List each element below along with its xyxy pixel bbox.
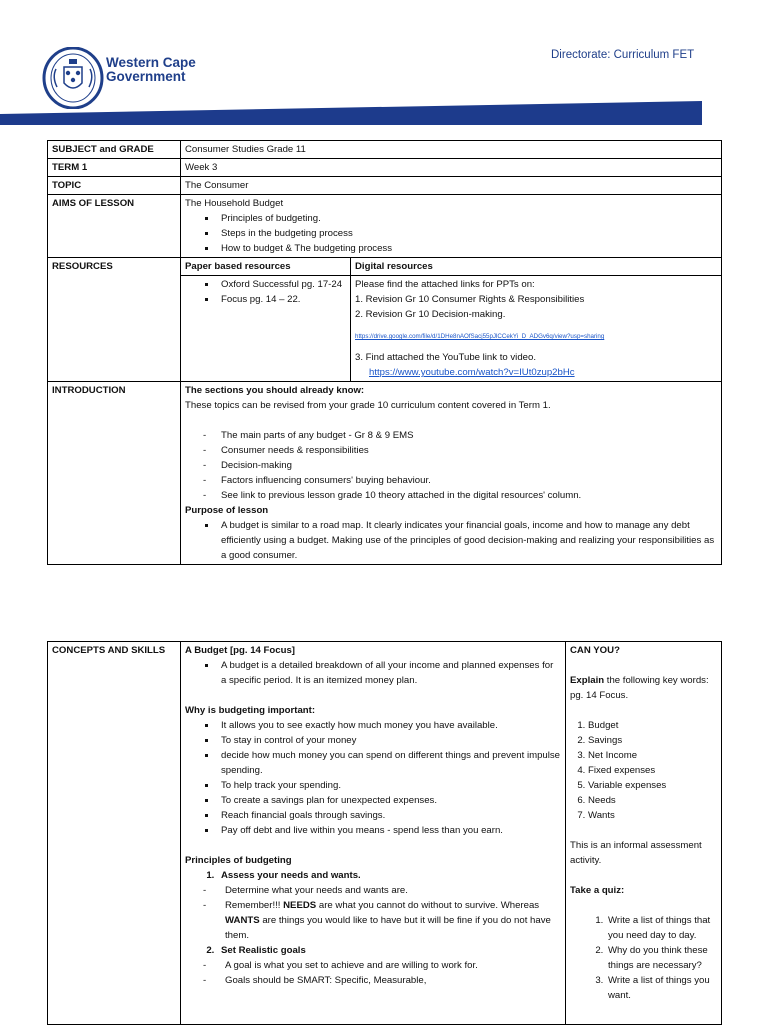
intro-list xyxy=(185,428,717,503)
youtube-link[interactable]: https://www.youtube.com/watch?v=IUt0zup2bHc xyxy=(369,367,575,378)
aims-cell xyxy=(181,195,722,258)
intro-cell xyxy=(181,382,722,565)
topic-label: TOPIC xyxy=(48,177,181,195)
principle-item xyxy=(217,868,561,943)
list-item: - Goals should be SMART: Specific, Measurable, xyxy=(221,973,561,988)
list-item: ▪ Reach financial goals through savings. xyxy=(217,808,561,823)
list-item: 3. Write a list of things you want. xyxy=(606,973,717,1003)
list-item: ▪ Principles of budgeting. xyxy=(217,211,717,226)
key-words-list xyxy=(570,718,717,823)
concepts-row xyxy=(48,642,722,1025)
term-row xyxy=(48,159,722,177)
principles-list xyxy=(185,868,561,988)
list-item: ▪ Focus pg. 14 – 22. xyxy=(217,292,346,307)
principle-1-label: Assess your needs and wants. xyxy=(221,870,361,881)
list-item: 7. Wants xyxy=(588,808,717,823)
list-item: - See link to previous lesson grade 10 theory attached in the digital resources' column. xyxy=(221,488,717,503)
quiz-heading: Take a quiz: xyxy=(570,885,625,896)
purpose-list xyxy=(185,518,717,563)
principle-2-dash-list xyxy=(217,958,561,988)
can-you-cell xyxy=(566,642,722,1025)
brand-line-3: Education xyxy=(106,92,142,101)
list-item: 1. Budget xyxy=(588,718,717,733)
list-item: - Remember!!! NEEDS are what you cannot do without to survive. Whereas WANTS are things you would like to have but it will be fine if you do not have them. xyxy=(221,898,561,943)
drive-link[interactable]: https://drive.google.com/file/d/1DHe8nAOfSacj55pJlCCekYi_D_ADGv6q/view?usp=sharing xyxy=(355,333,605,340)
concepts-table xyxy=(47,641,722,1025)
list-item: ▪ Pay off debt and live within you means - spend less than you earn. xyxy=(217,823,561,838)
budget-heading: A Budget [pg. 14 Focus] xyxy=(185,645,295,656)
aims-title: The Household Budget xyxy=(185,198,284,209)
page-header xyxy=(0,0,768,130)
introduction-row xyxy=(48,382,722,565)
list-item: ▪ Steps in the budgeting process xyxy=(217,226,717,241)
list-item: - Factors influencing consumers' buying behaviour. xyxy=(221,473,717,488)
digital-heading: Digital resources xyxy=(351,258,722,276)
digital-line-1: 1. Revision Gr 10 Consumer Rights & Responsibilities xyxy=(355,294,585,305)
digital-line-2: 2. Revision Gr 10 Decision-making. xyxy=(355,309,506,320)
list-item: - A goal is what you set to achieve and are willing to work for. xyxy=(221,958,561,973)
directorate-label: Directorate: Curriculum FET xyxy=(551,49,695,61)
aims-row xyxy=(48,195,722,258)
list-item: ▪ It allows you to see exactly how much money you have available. xyxy=(217,718,561,733)
intro-text: These topics can be revised from your grade 10 curriculum content covered in Term 1. xyxy=(185,400,551,411)
digital-resources-cell xyxy=(351,276,722,382)
list-item: ▪ Oxford Successful pg. 17-24 xyxy=(217,277,346,292)
intro-label: INTRODUCTION xyxy=(48,382,181,565)
digital-line-3: 3. Find attached the YouTube link to video. xyxy=(355,352,536,363)
explain-text: Explain the following key words: pg. 14 Focus. xyxy=(570,675,709,701)
resources-label: RESOURCES xyxy=(48,258,181,382)
list-item: ▪ How to budget & The budgeting process xyxy=(217,241,717,256)
topic-row xyxy=(48,177,722,195)
brand-line-1: Western Cape xyxy=(106,55,196,70)
concepts-content-cell xyxy=(181,642,566,1025)
list-item: - Decision-making xyxy=(221,458,717,473)
quiz-list xyxy=(570,913,717,1003)
intro-heading: The sections you should already know: xyxy=(185,385,365,396)
why-list xyxy=(185,718,561,838)
paper-heading: Paper based resources xyxy=(181,258,351,276)
concepts-label: CONCEPTS AND SKILLS xyxy=(48,642,181,1025)
subject-label: SUBJECT and GRADE xyxy=(48,141,181,159)
subject-value: Consumer Studies Grade 11 xyxy=(181,141,722,159)
principle-item xyxy=(217,943,561,988)
subject-row xyxy=(48,141,722,159)
term-value: Week 3 xyxy=(181,159,722,177)
budget-definition: ▪ A budget is a detailed breakdown of all your income and planned expenses for a specific period. It is an itemized money plan. xyxy=(217,658,561,688)
list-item: ▪ decide how much money you can spend on different things and prevent impulse spending. xyxy=(217,748,561,778)
digital-intro: Please find the attached links for PPTs on: xyxy=(355,279,535,290)
aims-list xyxy=(185,211,717,256)
brand-line-2: Government xyxy=(106,69,186,84)
list-item: - Consumer needs & responsibilities xyxy=(221,443,717,458)
list-item: 6. Needs xyxy=(588,793,717,808)
list-item: 2. Savings xyxy=(588,733,717,748)
list-item: - Determine what your needs and wants are. xyxy=(221,883,561,898)
list-item: 3. Net Income xyxy=(588,748,717,763)
aims-label: AIMS OF LESSON xyxy=(48,195,181,258)
topic-value: The Consumer xyxy=(181,177,722,195)
list-item: ▪ To help track your spending. xyxy=(217,778,561,793)
paper-list xyxy=(185,277,346,307)
principles-heading: Principles of budgeting xyxy=(185,855,292,866)
term-label: TERM 1 xyxy=(48,159,181,177)
purpose-text: ▪ A budget is similar to a road map. It clearly indicates your financial goals, income and how to manage any debt efficiently using a budget. Making use of the principles of good decision-making and realizing your responsibilities as a good consumer. xyxy=(217,518,717,563)
list-item: ▪ To stay in control of your money xyxy=(217,733,561,748)
purpose-heading: Purpose of lesson xyxy=(185,505,269,516)
list-item: 1. Write a list of things that you need day to day. xyxy=(606,913,717,943)
list-item: 2. Why do you think these things are necessary? xyxy=(606,943,717,973)
list-item: ▪ To create a savings plan for unexpected expenses. xyxy=(217,793,561,808)
principle-1-dash-list xyxy=(217,883,561,943)
budget-def-list xyxy=(185,658,561,688)
list-item: 4. Fixed expenses xyxy=(588,763,717,778)
resources-row xyxy=(48,258,722,276)
informal-note: This is an informal assessment activity. xyxy=(570,840,702,866)
lesson-info-table xyxy=(47,140,722,565)
can-you-heading: CAN YOU? xyxy=(570,645,620,656)
list-item: - The main parts of any budget - Gr 8 & 9 EMS xyxy=(221,428,717,443)
why-heading: Why is budgeting important: xyxy=(185,705,316,716)
paper-resources-cell xyxy=(181,276,351,382)
list-item: 5. Variable expenses xyxy=(588,778,717,793)
principle-2-label: Set Realistic goals xyxy=(221,945,306,956)
